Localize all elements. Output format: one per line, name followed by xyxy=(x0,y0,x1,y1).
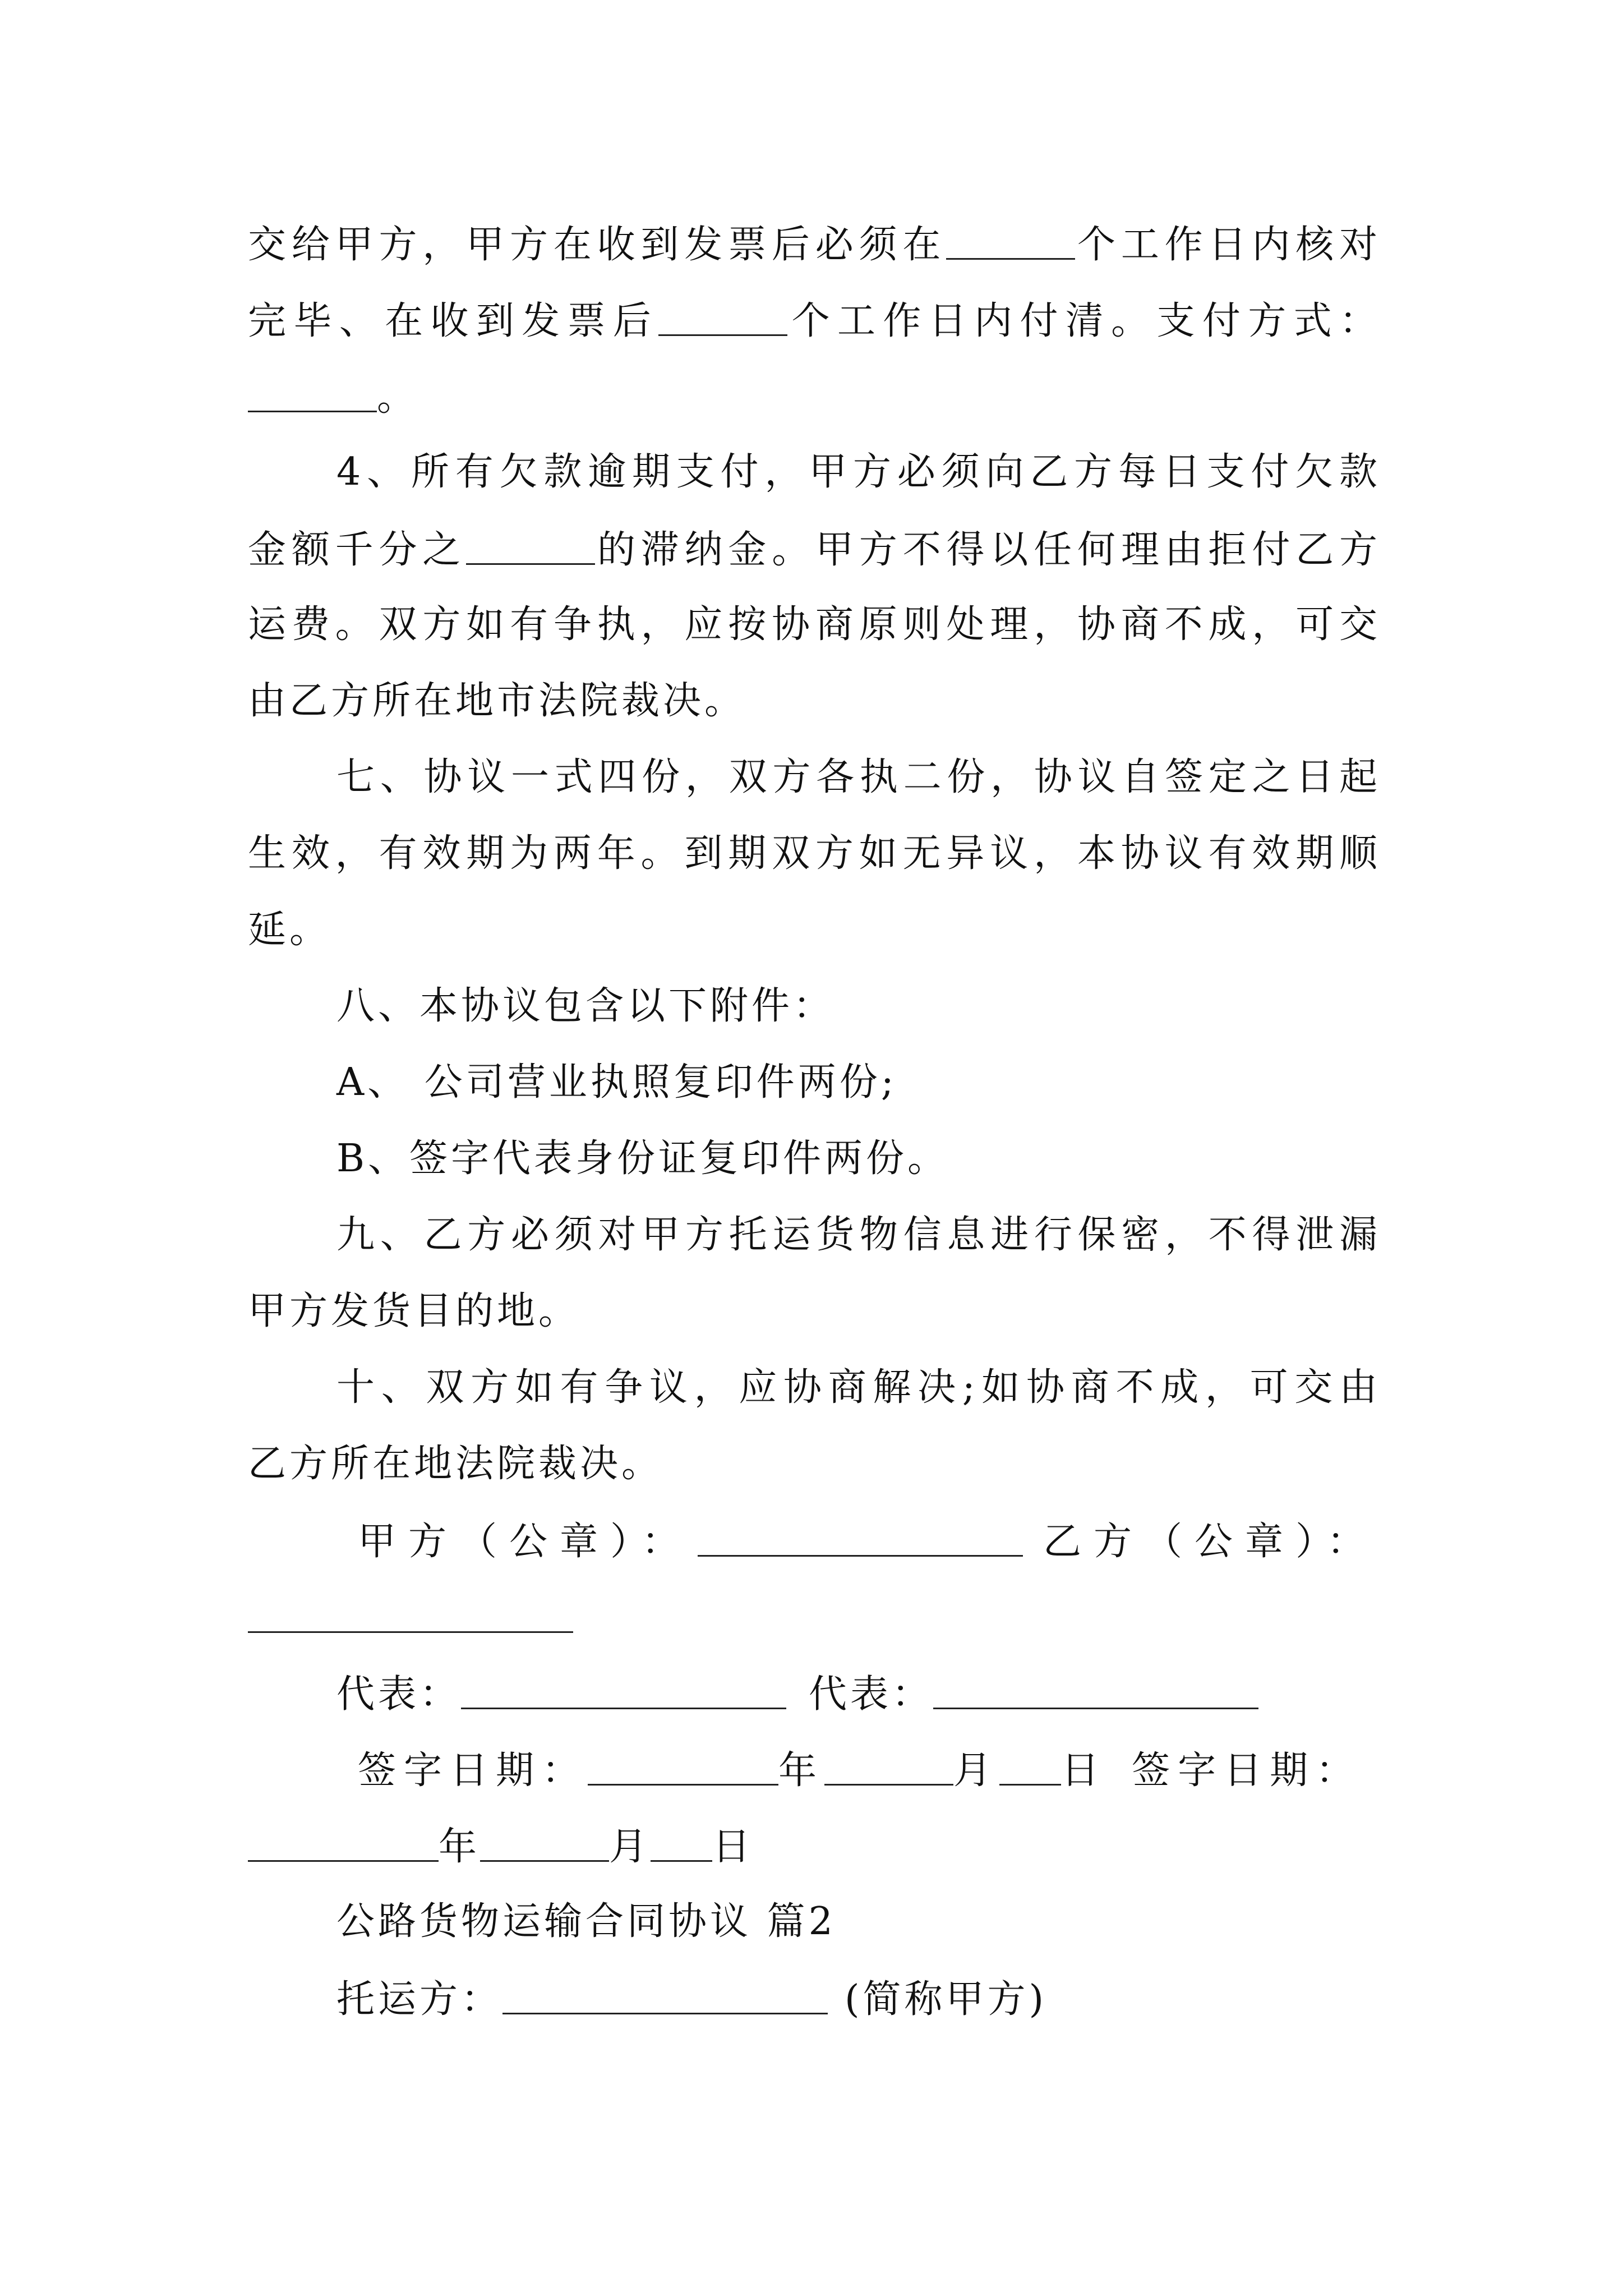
shipper-label: 托运方： xyxy=(336,1977,503,2022)
party-b-rep-blank xyxy=(933,1674,1258,1709)
party-a-rep-blank xyxy=(461,1674,786,1709)
month-blank xyxy=(480,1826,609,1862)
day-blank xyxy=(651,1826,712,1862)
clause-7-line-3: 延。 xyxy=(248,908,331,952)
blank-field xyxy=(466,530,595,565)
clause-9-line-1: 九、乙方必须对甲方托运货物信息进行保密，不得泄漏 xyxy=(336,1213,1381,1257)
day-label: 日 xyxy=(712,1825,754,1869)
clause-7-line-2: 生效，有效期为两年。到期双方如无异议，本协议有效期顺 xyxy=(248,831,1381,876)
year-label: 年 xyxy=(439,1825,481,1869)
party-a-rep-label: 代表： xyxy=(336,1672,462,1717)
payment-terms-line-1 xyxy=(248,223,1381,267)
shipper-suffix: (简称甲方) xyxy=(845,1977,1048,2022)
text-run: 金额千分之 xyxy=(248,528,467,572)
sign-date-line xyxy=(358,1749,1378,1793)
month-label: 月 xyxy=(609,1825,651,1869)
year-label: 年 xyxy=(778,1749,825,1793)
party-b-date-label: 签字日期： xyxy=(1132,1749,1362,1793)
party-b-seal-label: 乙方（公章）： xyxy=(1043,1520,1378,1564)
party-a-seal-label: 甲方（公章）： xyxy=(358,1520,693,1564)
day-blank xyxy=(999,1750,1061,1786)
attachment-a: A、 公司营业执照复印件两份; xyxy=(336,1060,897,1105)
blank-field xyxy=(248,377,377,412)
text-run: 个工作日内核对 xyxy=(1075,223,1381,267)
blank-field xyxy=(946,224,1075,260)
party-a-date-label: 签字日期： xyxy=(358,1749,588,1793)
payment-terms-line-3 xyxy=(248,375,1381,420)
clause-4-line-3: 运费。双方如有争执，应按协商原则处理，协商不成，可交 xyxy=(248,602,1381,647)
party-a-seal-blank xyxy=(698,1521,1023,1557)
month-blank xyxy=(824,1750,953,1786)
clause-9-line-2: 甲方发货目的地。 xyxy=(248,1289,580,1333)
representative-line xyxy=(336,1672,1469,1717)
attachment-b: B、签字代表身份证复印件两份。 xyxy=(336,1137,949,1181)
month-label: 月 xyxy=(953,1749,1000,1793)
day-label: 日 xyxy=(1061,1749,1108,1793)
clause-7-line-1: 七、协议一式四份，双方各执二份，协议自签定之日起 xyxy=(336,755,1381,799)
text-run: 交给甲方，甲方在收到发票后必须在 xyxy=(248,223,947,267)
party-b-seal-blank-line xyxy=(248,1598,1381,1637)
payment-terms-line-2 xyxy=(248,301,1381,341)
section-2-title: 公路货物运输合同协议 篇2 xyxy=(336,1899,836,1944)
clause-10-line-2: 乙方所在地法院裁决。 xyxy=(248,1442,663,1486)
shipper-blank xyxy=(502,1979,828,2014)
clause-4-line-1: 4、所有欠款逾期支付，甲方必须向乙方每日支付欠款 xyxy=(336,450,1381,494)
clause-10-line-1: 十、双方如有争议，应协商解决;如协商不成，可交由 xyxy=(336,1365,1381,1410)
text-run: 完毕、在收到发票后 xyxy=(248,299,659,343)
blank-field xyxy=(658,301,787,336)
party-b-rep-label: 代表： xyxy=(809,1672,934,1717)
text-run: 个工作日内付清。支付方式： xyxy=(787,299,1381,343)
text-run: 的滞纳金。甲方不得以任何理由拒付乙方 xyxy=(595,528,1381,572)
year-blank xyxy=(248,1826,439,1862)
clause-4-line-4: 由乙方所在地市法院裁决。 xyxy=(248,679,746,723)
party-seal-line xyxy=(358,1520,1378,1564)
shipper-line xyxy=(336,1977,1469,2022)
party-b-date-line xyxy=(248,1825,1381,1869)
year-blank xyxy=(588,1750,778,1786)
clause-4-line-2 xyxy=(248,528,1381,572)
clause-8: 八、本协议包含以下附件： xyxy=(336,984,835,1028)
text-run: 。 xyxy=(377,375,419,420)
party-b-seal-blank xyxy=(248,1598,573,1633)
